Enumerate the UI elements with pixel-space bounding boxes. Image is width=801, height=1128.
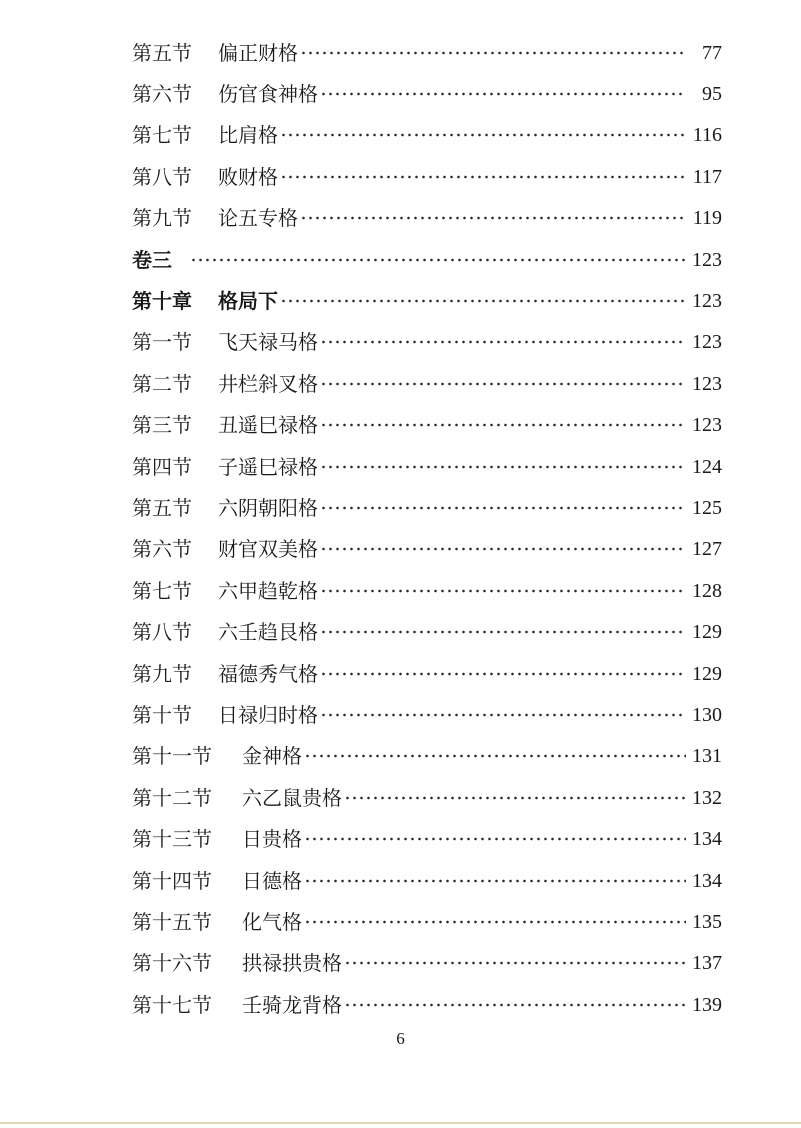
- toc-page-number: 137: [692, 952, 722, 975]
- toc-section-title: 丑遥巳禄格: [218, 413, 318, 438]
- toc-page-number: 123: [692, 331, 722, 354]
- toc-dot-leader: [320, 457, 686, 477]
- toc-section-label: 第十五节: [132, 909, 212, 934]
- toc-entry[interactable]: [132, 32, 722, 73]
- toc-section-label: 第八节: [132, 164, 192, 189]
- toc-page-number: 123: [692, 414, 722, 437]
- toc-section-title: 六乙鼠贵格: [242, 785, 342, 810]
- toc-section-title: 败财格: [218, 164, 278, 189]
- toc-section-label: 第三节: [132, 413, 192, 438]
- toc-section-label: 第二节: [132, 371, 192, 396]
- toc-entry[interactable]: [132, 943, 722, 984]
- toc-section-label: 第六节: [132, 82, 192, 107]
- toc-entry[interactable]: [132, 363, 722, 404]
- toc-entry[interactable]: [132, 901, 722, 942]
- toc-entry[interactable]: [132, 405, 722, 446]
- toc-entry[interactable]: [132, 611, 722, 652]
- toc-page-number: 119: [692, 207, 722, 230]
- toc-dot-leader: [320, 664, 686, 684]
- toc-page-number: 134: [692, 869, 722, 892]
- toc-dot-leader: [320, 332, 686, 352]
- toc-section-label: 第十节: [132, 702, 192, 727]
- toc-entry[interactable]: [132, 818, 722, 859]
- toc-section-label: 第七节: [132, 123, 192, 148]
- toc-page-number: 129: [692, 621, 722, 644]
- toc-page-number: 124: [692, 455, 722, 478]
- toc-entry[interactable]: [132, 529, 722, 570]
- toc-dot-leader: [320, 622, 686, 642]
- toc-section-label: 第一节: [132, 330, 192, 355]
- toc-page-number: 139: [692, 993, 722, 1016]
- toc-dot-leader: [300, 43, 686, 63]
- toc-section-label: 第十三节: [132, 827, 212, 852]
- toc-page-number: 135: [692, 910, 722, 933]
- toc-section-title: 伤官食神格: [218, 82, 318, 107]
- toc-entry[interactable]: [132, 984, 722, 1025]
- toc-section-title: 拱禄拱贵格: [242, 951, 342, 976]
- toc-section-title: 化气格: [242, 909, 302, 934]
- toc-dot-leader: [190, 250, 686, 270]
- toc-page-number: 123: [692, 372, 722, 395]
- toc-dot-leader: [344, 788, 686, 808]
- toc-entry[interactable]: [132, 322, 722, 363]
- toc-dot-leader: [320, 539, 686, 559]
- toc-section-title: 论五专格: [218, 206, 298, 231]
- toc-section-title: 金神格: [242, 744, 302, 769]
- toc-entry[interactable]: [132, 115, 722, 156]
- toc-section-title: 六阴朝阳格: [218, 495, 318, 520]
- toc-section-label: 第八节: [132, 620, 192, 645]
- toc-page-number: 132: [692, 786, 722, 809]
- toc-section-title: 比肩格: [218, 123, 278, 148]
- toc-section-label: 第十二节: [132, 785, 212, 810]
- toc-section-label: 第五节: [132, 495, 192, 520]
- toc-dot-leader: [304, 829, 686, 849]
- toc-page-number: 129: [692, 662, 722, 685]
- toc-section-title: 日德格: [242, 868, 302, 893]
- toc-entry[interactable]: [132, 73, 722, 114]
- toc-section-label: 第十四节: [132, 868, 212, 893]
- toc-entry[interactable]: [132, 653, 722, 694]
- toc-entry[interactable]: [132, 487, 722, 528]
- toc-dot-leader: [320, 705, 686, 725]
- toc-page-number: 134: [692, 828, 722, 851]
- toc-dot-leader: [320, 581, 686, 601]
- toc-dot-leader: [320, 374, 686, 394]
- toc-entry[interactable]: [132, 156, 722, 197]
- toc-section-title: 子遥巳禄格: [218, 454, 318, 479]
- table-of-contents: [132, 32, 722, 1025]
- toc-section-title: 偏正财格: [218, 40, 298, 65]
- toc-section-label: 第十一节: [132, 744, 212, 769]
- toc-chapter-label: 第十章: [132, 289, 192, 314]
- toc-dot-leader: [304, 912, 686, 932]
- toc-entry[interactable]: [132, 860, 722, 901]
- toc-page-number: 117: [692, 165, 722, 188]
- toc-dot-leader: [320, 498, 686, 518]
- toc-dot-leader: [304, 871, 686, 891]
- toc-volume-label: 卷三: [132, 247, 172, 272]
- page-bottom-divider: [0, 1122, 801, 1124]
- toc-dot-leader: [344, 995, 686, 1015]
- toc-entry-chapter[interactable]: [132, 280, 722, 321]
- toc-section-label: 第十七节: [132, 992, 212, 1017]
- toc-page-number: 123: [692, 248, 722, 271]
- toc-dot-leader: [280, 291, 686, 311]
- toc-dot-leader: [280, 125, 686, 145]
- toc-dot-leader: [344, 953, 686, 973]
- toc-section-title: 六壬趋艮格: [218, 620, 318, 645]
- toc-section-title: 井栏斜叉格: [218, 371, 318, 396]
- toc-page-number: 127: [692, 538, 722, 561]
- toc-section-title: 日贵格: [242, 827, 302, 852]
- toc-page-number: 95: [702, 83, 722, 106]
- toc-page-number: 128: [692, 579, 722, 602]
- toc-section-title: 壬骑龙背格: [242, 992, 342, 1017]
- toc-section-title: 财官双美格: [218, 537, 318, 562]
- toc-dot-leader: [300, 208, 686, 228]
- toc-chapter-title: 格局下: [218, 289, 278, 314]
- toc-section-label: 第六节: [132, 537, 192, 562]
- toc-entry[interactable]: [132, 570, 722, 611]
- toc-page-number: 123: [692, 290, 722, 313]
- toc-page-number: 130: [692, 703, 722, 726]
- toc-entry[interactable]: [132, 777, 722, 818]
- toc-entry[interactable]: [132, 694, 722, 735]
- toc-section-label: 第九节: [132, 206, 192, 231]
- toc-section-label: 第五节: [132, 40, 192, 65]
- toc-page-number: 125: [692, 496, 722, 519]
- toc-entry[interactable]: [132, 736, 722, 777]
- toc-section-label: 第七节: [132, 578, 192, 603]
- toc-section-title: 福德秀气格: [218, 661, 318, 686]
- toc-dot-leader: [280, 167, 686, 187]
- toc-section-label: 第九节: [132, 661, 192, 686]
- toc-dot-leader: [320, 415, 686, 435]
- toc-page-number: 116: [692, 124, 722, 147]
- toc-page-number: 77: [702, 41, 722, 64]
- toc-dot-leader: [320, 84, 686, 104]
- toc-section-title: 飞天禄马格: [218, 330, 318, 355]
- toc-section-label: 第四节: [132, 454, 192, 479]
- toc-entry[interactable]: [132, 198, 722, 239]
- page-footer-number: 6: [396, 1029, 405, 1048]
- toc-section-title: 六甲趋乾格: [218, 578, 318, 603]
- toc-page-number: 131: [692, 745, 722, 768]
- toc-section-title: 日禄归时格: [218, 702, 318, 727]
- toc-dot-leader: [304, 746, 686, 766]
- toc-entry-volume[interactable]: [132, 239, 722, 280]
- toc-section-label: 第十六节: [132, 951, 212, 976]
- toc-entry[interactable]: [132, 446, 722, 487]
